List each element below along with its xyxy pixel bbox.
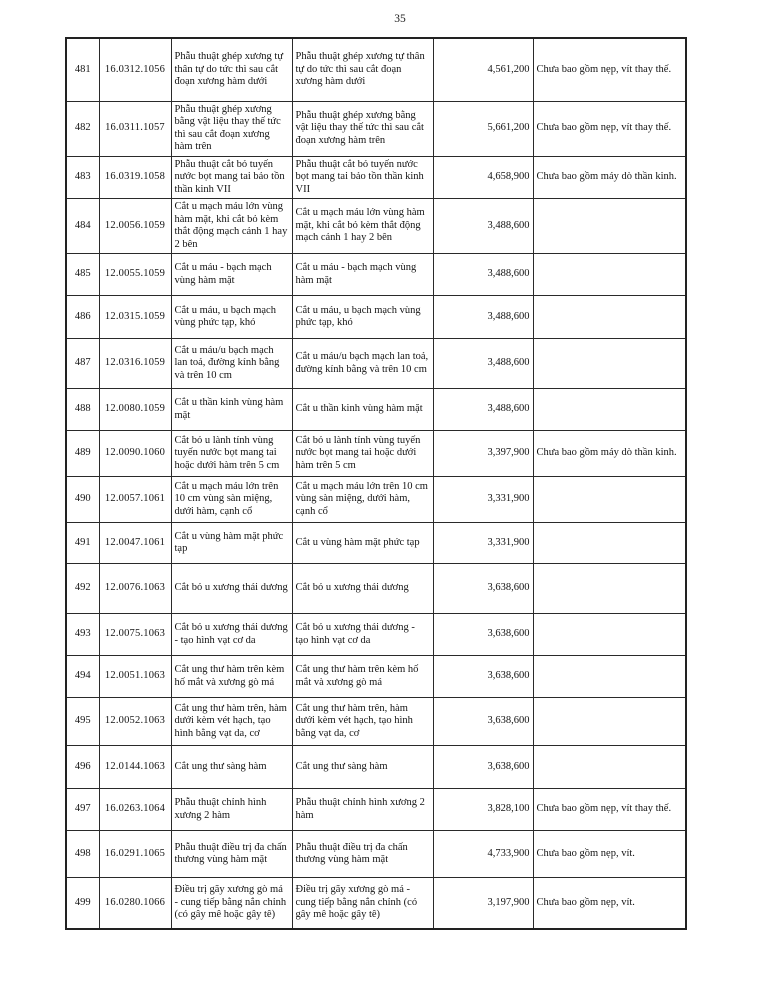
service-name-cell: Cắt u mạch máu lớn vùng hàm mặt, khi cắt bỏ kèm thắt động mạch cảnh 1 hay 2 bên <box>171 199 292 254</box>
service-name-alt-cell: Cắt u mạch máu lớn trên 10 cm vùng sàn miệng, dưới hàm, cạnh cổ <box>292 477 433 523</box>
service-code-cell: 12.0315.1059 <box>99 296 171 339</box>
service-name-cell: Cắt u mạch máu lớn trên 10 cm vùng sàn miệng, dưới hàm, cạnh cổ <box>171 477 292 523</box>
service-name-cell: Cắt u vùng hàm mặt phức tạp <box>171 523 292 564</box>
price-cell: 3,828,100 <box>433 789 533 831</box>
service-name-cell: Phẫu thuật điều trị đa chấn thương vùng hàm mặt <box>171 831 292 878</box>
table-row <box>66 339 686 389</box>
service-name-alt-cell: Cắt ung thư sàng hàm <box>292 746 433 789</box>
note-cell <box>533 199 686 254</box>
price-cell: 3,488,600 <box>433 254 533 296</box>
note-cell <box>533 254 686 296</box>
table-row <box>66 156 686 199</box>
price-cell: 3,488,600 <box>433 199 533 254</box>
service-code-cell: 12.0316.1059 <box>99 339 171 389</box>
table-row <box>66 477 686 523</box>
service-name-cell: Cắt ung thư hàm trên kèm hố mắt và xương gò má <box>171 656 292 698</box>
table-row <box>66 698 686 746</box>
service-name-cell: Phẫu thuật ghép xương bằng vật liệu thay thế tức thì sau cắt đoạn xương hàm trên <box>171 101 292 156</box>
services-table-body <box>66 38 686 929</box>
service-code-cell: 12.0075.1063 <box>99 614 171 656</box>
row-number-cell: 491 <box>66 523 99 564</box>
service-name-cell: Cắt bỏ u lành tính vùng tuyến nước bọt mang tai hoặc dưới hàm trên 5 cm <box>171 431 292 477</box>
note-cell <box>533 656 686 698</box>
service-code-cell: 12.0090.1060 <box>99 431 171 477</box>
table-row <box>66 254 686 296</box>
service-name-alt-cell: Cắt bỏ u xương thái dương <box>292 564 433 614</box>
services-price-table <box>65 37 687 930</box>
note-cell <box>533 698 686 746</box>
table-row <box>66 296 686 339</box>
note-cell: Chưa bao gồm nẹp, vít thay thế. <box>533 101 686 156</box>
service-name-alt-cell: Phẫu thuật điều trị đa chấn thương vùng hàm mặt <box>292 831 433 878</box>
service-code-cell: 12.0051.1063 <box>99 656 171 698</box>
price-cell: 3,197,900 <box>433 878 533 929</box>
service-name-cell: Cắt u máu, u bạch mạch vùng phức tạp, khó <box>171 296 292 339</box>
service-code-cell: 12.0056.1059 <box>99 199 171 254</box>
service-name-cell: Phẫu thuật cắt bỏ tuyến nước bọt mang tai bảo tồn thần kinh VII <box>171 156 292 199</box>
note-cell <box>533 746 686 789</box>
service-name-alt-cell: Cắt bỏ u xương thái dương - tạo hình vạt cơ da <box>292 614 433 656</box>
table-row <box>66 431 686 477</box>
service-name-alt-cell: Cắt u thần kinh vùng hàm mặt <box>292 389 433 431</box>
service-code-cell: 16.0312.1056 <box>99 38 171 101</box>
table-row <box>66 523 686 564</box>
service-code-cell: 12.0057.1061 <box>99 477 171 523</box>
price-cell: 5,661,200 <box>433 101 533 156</box>
row-number-cell: 497 <box>66 789 99 831</box>
service-name-alt-cell: Phẫu thuật ghép xương tự thân tự do tức thì sau cắt đoạn xương hàm dưới <box>292 38 433 101</box>
service-name-alt-cell: Cắt bỏ u lành tính vùng tuyến nước bọt mang tai hoặc dưới hàm trên 5 cm <box>292 431 433 477</box>
service-name-cell: Phẫu thuật ghép xương tự thân tự do tức thì sau cắt đoạn xương hàm dưới <box>171 38 292 101</box>
price-cell: 4,658,900 <box>433 156 533 199</box>
service-name-cell: Cắt ung thư hàm trên, hàm dưới kèm vét hạch, tạo hình bằng vạt da, cơ <box>171 698 292 746</box>
service-code-cell: 12.0076.1063 <box>99 564 171 614</box>
service-name-alt-cell: Cắt ung thư hàm trên, hàm dưới kèm vét hạch, tạo hình bằng vạt da, cơ <box>292 698 433 746</box>
note-cell: Chưa bao gồm nẹp, vít thay thế. <box>533 789 686 831</box>
service-name-cell: Cắt u máu/u bạch mạch lan toả, đường kính bằng và trên 10 cm <box>171 339 292 389</box>
price-cell: 3,488,600 <box>433 296 533 339</box>
service-code-cell: 12.0052.1063 <box>99 698 171 746</box>
service-code-cell: 12.0047.1061 <box>99 523 171 564</box>
table-row <box>66 746 686 789</box>
row-number-cell: 499 <box>66 878 99 929</box>
row-number-cell: 498 <box>66 831 99 878</box>
service-code-cell: 16.0319.1058 <box>99 156 171 199</box>
row-number-cell: 494 <box>66 656 99 698</box>
row-number-cell: 492 <box>66 564 99 614</box>
row-number-cell: 490 <box>66 477 99 523</box>
service-name-alt-cell: Cắt u máu/u bạch mạch lan toả, đường kính bằng và trên 10 cm <box>292 339 433 389</box>
price-cell: 3,488,600 <box>433 389 533 431</box>
price-cell: 3,638,600 <box>433 564 533 614</box>
row-number-cell: 488 <box>66 389 99 431</box>
price-cell: 4,733,900 <box>433 831 533 878</box>
price-cell: 3,638,600 <box>433 746 533 789</box>
service-code-cell: 16.0291.1065 <box>99 831 171 878</box>
table-row <box>66 101 686 156</box>
note-cell <box>533 614 686 656</box>
row-number-cell: 493 <box>66 614 99 656</box>
service-name-cell: Cắt bỏ u xương thái dương - tạo hình vạt cơ da <box>171 614 292 656</box>
page-number: 35 <box>394 13 406 25</box>
service-name-alt-cell: Phẫu thuật ghép xương bằng vật liệu thay thế tức thì sau cắt đoạn xương hàm trên <box>292 101 433 156</box>
table-row <box>66 564 686 614</box>
service-code-cell: 12.0080.1059 <box>99 389 171 431</box>
note-cell: Chưa bao gồm nẹp, vít. <box>533 831 686 878</box>
table-row <box>66 614 686 656</box>
row-number-cell: 495 <box>66 698 99 746</box>
row-number-cell: 485 <box>66 254 99 296</box>
row-number-cell: 482 <box>66 101 99 156</box>
service-name-alt-cell: Cắt ung thư hàm trên kèm hố mắt và xương gò má <box>292 656 433 698</box>
service-name-alt-cell: Phẫu thuật cắt bỏ tuyến nước bọt mang tai bảo tồn thần kinh VII <box>292 156 433 199</box>
note-cell: Chưa bao gồm máy dò thần kinh. <box>533 156 686 199</box>
service-code-cell: 12.0144.1063 <box>99 746 171 789</box>
note-cell: Chưa bao gồm máy dò thần kinh. <box>533 431 686 477</box>
row-number-cell: 486 <box>66 296 99 339</box>
note-cell <box>533 296 686 339</box>
row-number-cell: 483 <box>66 156 99 199</box>
row-number-cell: 496 <box>66 746 99 789</box>
service-name-alt-cell: Phẫu thuật chỉnh hình xương 2 hàm <box>292 789 433 831</box>
service-name-cell: Điều trị gãy xương gò má - cung tiếp bằng nắn chỉnh (có gây mê hoặc gây tê) <box>171 878 292 929</box>
price-cell: 3,488,600 <box>433 339 533 389</box>
row-number-cell: 484 <box>66 199 99 254</box>
service-code-cell: 12.0055.1059 <box>99 254 171 296</box>
price-cell: 3,638,600 <box>433 698 533 746</box>
note-cell: Chưa bao gồm nẹp, vít. <box>533 878 686 929</box>
row-number-cell: 481 <box>66 38 99 101</box>
price-cell: 3,331,900 <box>433 477 533 523</box>
service-code-cell: 16.0311.1057 <box>99 101 171 156</box>
service-name-alt-cell: Cắt u mạch máu lớn vùng hàm mặt, khi cắt bỏ kèm thắt động mạch cảnh 1 hay 2 bên <box>292 199 433 254</box>
price-cell: 3,331,900 <box>433 523 533 564</box>
table-row <box>66 389 686 431</box>
table-row <box>66 831 686 878</box>
note-cell <box>533 389 686 431</box>
table-row <box>66 38 686 101</box>
table-row <box>66 878 686 929</box>
service-name-alt-cell: Cắt u máu - bạch mạch vùng hàm mặt <box>292 254 433 296</box>
note-cell <box>533 564 686 614</box>
service-code-cell: 16.0280.1066 <box>99 878 171 929</box>
note-cell <box>533 339 686 389</box>
price-cell: 3,638,600 <box>433 614 533 656</box>
table-row <box>66 199 686 254</box>
service-name-alt-cell: Cắt u vùng hàm mặt phức tạp <box>292 523 433 564</box>
row-number-cell: 489 <box>66 431 99 477</box>
service-name-cell: Phẫu thuật chỉnh hình xương 2 hàm <box>171 789 292 831</box>
service-name-alt-cell: Cắt u máu, u bạch mạch vùng phức tạp, khó <box>292 296 433 339</box>
service-name-cell: Cắt u máu - bạch mạch vùng hàm mặt <box>171 254 292 296</box>
note-cell <box>533 477 686 523</box>
table-row <box>66 789 686 831</box>
note-cell <box>533 523 686 564</box>
price-cell: 3,397,900 <box>433 431 533 477</box>
table-row <box>66 656 686 698</box>
row-number-cell: 487 <box>66 339 99 389</box>
service-name-cell: Cắt ung thư sàng hàm <box>171 746 292 789</box>
price-cell: 4,561,200 <box>433 38 533 101</box>
service-name-alt-cell: Điều trị gãy xương gò má - cung tiếp bằng nắn chỉnh (có gây mê hoặc gây tê) <box>292 878 433 929</box>
service-code-cell: 16.0263.1064 <box>99 789 171 831</box>
note-cell: Chưa bao gồm nẹp, vít thay thế. <box>533 38 686 101</box>
price-cell: 3,638,600 <box>433 656 533 698</box>
service-name-cell: Cắt bỏ u xương thái dương <box>171 564 292 614</box>
service-name-cell: Cắt u thần kinh vùng hàm mặt <box>171 389 292 431</box>
